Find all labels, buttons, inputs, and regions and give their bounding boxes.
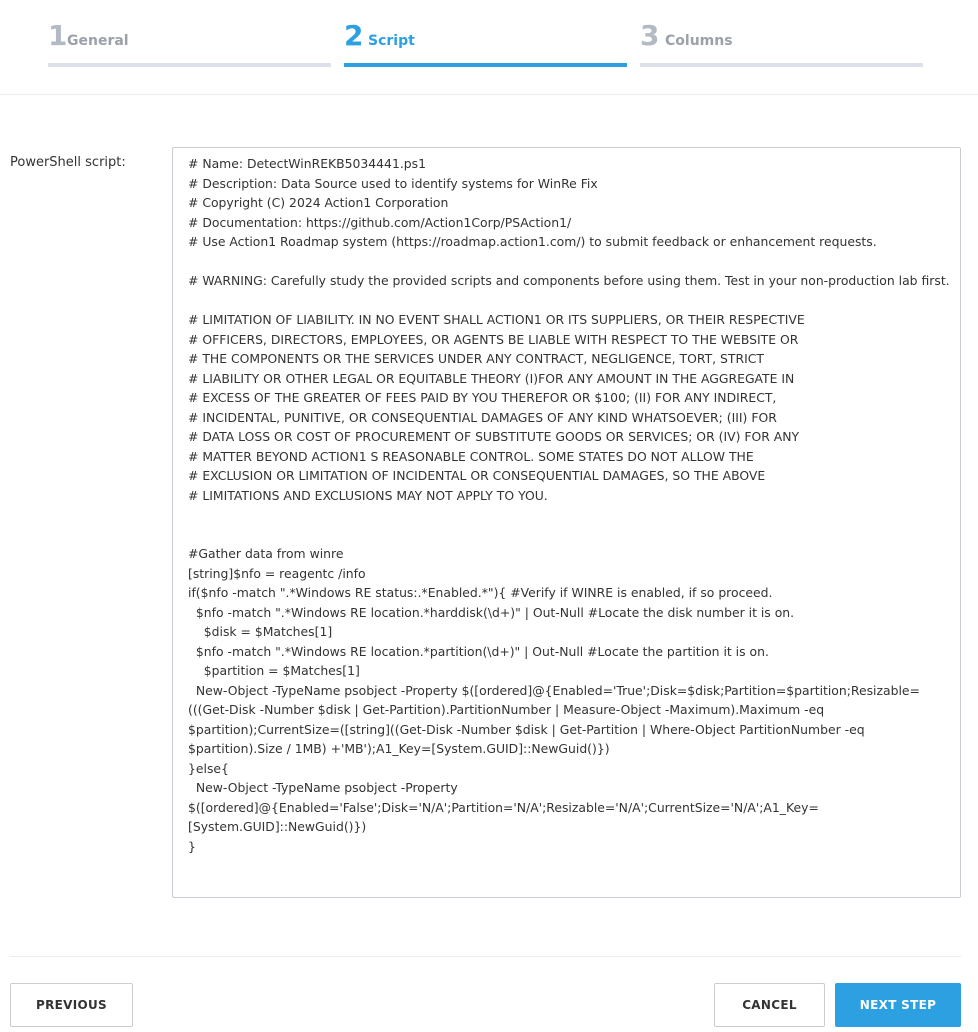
script-content[interactable]: # Name: DetectWinREKB5034441.ps1 # Description: Data Source used to identify systems for WinRe Fix # Copyright (C) 2024 Action1 Corporation # Documentation: https://github.com/Action1Corp/PSAction1/ # Use Action1 Roadmap system (https://roadmap.action1.com/) to submit feedback or enhancement requests. # WARNING: Carefully study the provided scripts and components before using them. Test in your non-production lab first. # LIMITATION OF LIABILITY. IN NO EVENT SHALL ACTION1 OR ITS SUPPLIERS, OR THEIR RESPECTIVE # OFFICERS, DIRECTORS, EMPLOYEES, OR AGENTS BE LIABLE WITH RESPECT TO THE WEBSITE OR # THE COMPONENTS OR THE SERVICES UNDER ANY CONTRACT, NEGLIGENCE, TORT, STRICT # LIABILITY OR OTHER LEGAL OR EQUITABLE THEORY (I)FOR ANY AMOUNT IN THE AGGREGATE IN # EXCESS OF THE GREATER OF FEES PAID BY YOU THEREFOR OR $100; (II) FOR ANY INDIRECT, # INCIDENTAL, PUNITIVE, OR CONSEQUENTIAL DAMAGES OF ANY KIND WHATSOEVER; (III) FOR # DATA LOSS OR COST OF PROCUREMENT OF SUBSTITUTE GOODS OR SERVICES; OR (IV) FOR ANY # MATTER BEYOND ACTION1 S REASONABLE CONTROL. SOME STATES DO NOT ALLOW THE # EXCLUSION OR LIMITATION OF INCIDENTAL OR CONSEQUENTIAL DAMAGES, SO THE ABOVE # LIMITATIONS AND EXCLUSIONS MAY NOT APPLY TO YOU. #Gather data from winre [string]$nfo = reagentc /info if($nfo -match ".*Windows RE status:.*Enabled.*"){ #Verify if WINRE is enabled, if so proceed. $nfo -match ".*Windows RE location.*harddisk(\d+)" | Out-Null #Locate the disk number it is on. $disk = $Matches[1] $nfo -match ".*Windows RE location.*partition(\d+)" | Out-Null #Locate the partition it is on. $partition = $Matches[1] New-Object -TypeName psobject -Property $([ordered]@{Enabled='True';Disk=$disk;Partition=$partition;Resizable=(((Get-Disk -Number $disk | Get-Partition).PartitionNumber | Measure-Object -Maximum).Maximum -eq $partition);CurrentSize=([string]((Get-Disk -Number $disk | Get-Partition | Where-Object PartitionNumber -eq $partition).Size / 1MB) +'MB');A1_Key=[System.GUID]::NewGuid()}) }else{ New-Object -TypeName psobject -Property $([ordered]@{Enabled='False';Disk='N/A';Partition='N/A';Resizable='N/A';CurrentSize='N/A';A1_Key=[System.GUID]::NewGuid()}) } (188, 156, 950, 854)
step-script[interactable] (344, 0, 627, 70)
step-label: General (67, 33, 129, 49)
step-general[interactable] (48, 0, 331, 70)
step-number: 2 (344, 19, 364, 52)
footer-divider (10, 956, 961, 957)
powershell-script-label: PowerShell script: (10, 155, 126, 170)
step-columns[interactable] (640, 0, 923, 70)
step-progress-bar (48, 63, 331, 67)
next-step-button[interactable]: NEXT STEP (835, 983, 961, 1027)
powershell-script-editor[interactable] (172, 147, 961, 898)
cancel-button[interactable]: CANCEL (714, 983, 825, 1027)
step-label: Script (368, 33, 415, 49)
previous-button[interactable]: PREVIOUS (10, 983, 133, 1027)
step-number: 1 (48, 19, 68, 52)
wizard-stepper (0, 0, 978, 95)
step-progress-bar (344, 63, 627, 67)
step-progress-bar (640, 63, 923, 67)
step-label: Columns (665, 33, 733, 49)
step-number: 3 (640, 19, 660, 52)
